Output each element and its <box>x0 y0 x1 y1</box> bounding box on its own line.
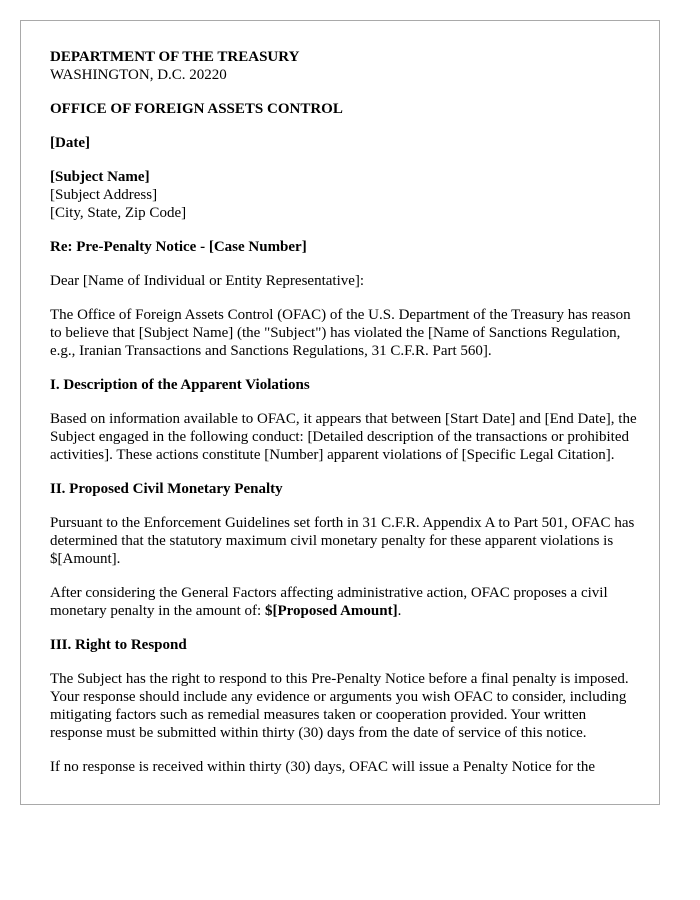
salutation: Dear [Name of Individual or Entity Representative]: <box>50 273 365 289</box>
letterhead <box>50 48 640 84</box>
department-city: WASHINGTON, D.C. 20220 <box>50 67 227 83</box>
recipient-block <box>50 168 640 222</box>
section-2-heading: II. Proposed Civil Monetary Penalty <box>50 481 283 497</box>
proposal-suffix: . <box>397 603 402 619</box>
department-name: DEPARTMENT OF THE TREASURY <box>50 49 300 65</box>
proposed-amount: $[Proposed Amount] <box>264 603 398 619</box>
proposal-text: After considering the General Factors affecting administrative action, OFAC proposes a civil monetary penalty in the amount of: <box>50 585 608 619</box>
recipient-name: [Subject Name] <box>50 169 150 185</box>
section-1-heading: I. Description of the Apparent Violations <box>50 377 310 393</box>
letter-page <box>20 20 660 805</box>
intro-paragraph: The Office of Foreign Assets Control (OFAC) of the U.S. Department of the Treasury has reason to believe that [Subject Name] (the "Subject") has violated the [Name of Sanctions Regulation, e.g., Iranian Transactions and Sanctions Regulations, 31 C.F.R. Part 560]. <box>50 307 631 359</box>
letter-date: [Date] <box>50 135 90 151</box>
section-3-cut-paragraph: If no response is received within thirty (30) days, OFAC will issue a Penalty Notice for the <box>50 759 596 775</box>
recipient-address: [Subject Address] <box>50 187 158 203</box>
section-3-heading: III. Right to Respond <box>50 637 187 653</box>
section-2-paragraph-2 <box>50 584 640 620</box>
section-2-paragraph-1: Pursuant to the Enforcement Guidelines set forth in 31 C.F.R. Appendix A to Part 501, OFAC has determined that the statutory maximum civil monetary penalty for these apparent violations is $[Amount]. <box>50 515 635 567</box>
section-3-paragraph: The Subject has the right to respond to this Pre-Penalty Notice before a final penalty is imposed. Your response should include any evidence or arguments you wish OFAC to consider, including mitigating factors such as remedial measures taken or cooperation provided. Your written response must be submitted within thirty (30) days from the date of service of this notice. <box>50 671 629 741</box>
re-line: Re: Pre-Penalty Notice - [Case Number] <box>50 239 307 255</box>
office-name: OFFICE OF FOREIGN ASSETS CONTROL <box>50 101 343 117</box>
recipient-city-state-zip: [City, State, Zip Code] <box>50 205 187 221</box>
section-1-paragraph: Based on information available to OFAC, it appears that between [Start Date] and [End Date], the Subject engaged in the following conduct: [Detailed description of the transactions or prohibited activities]. These actions constitute [Number] apparent violations of [Specific Legal Citation]. <box>50 411 637 463</box>
letter-body <box>50 48 640 792</box>
